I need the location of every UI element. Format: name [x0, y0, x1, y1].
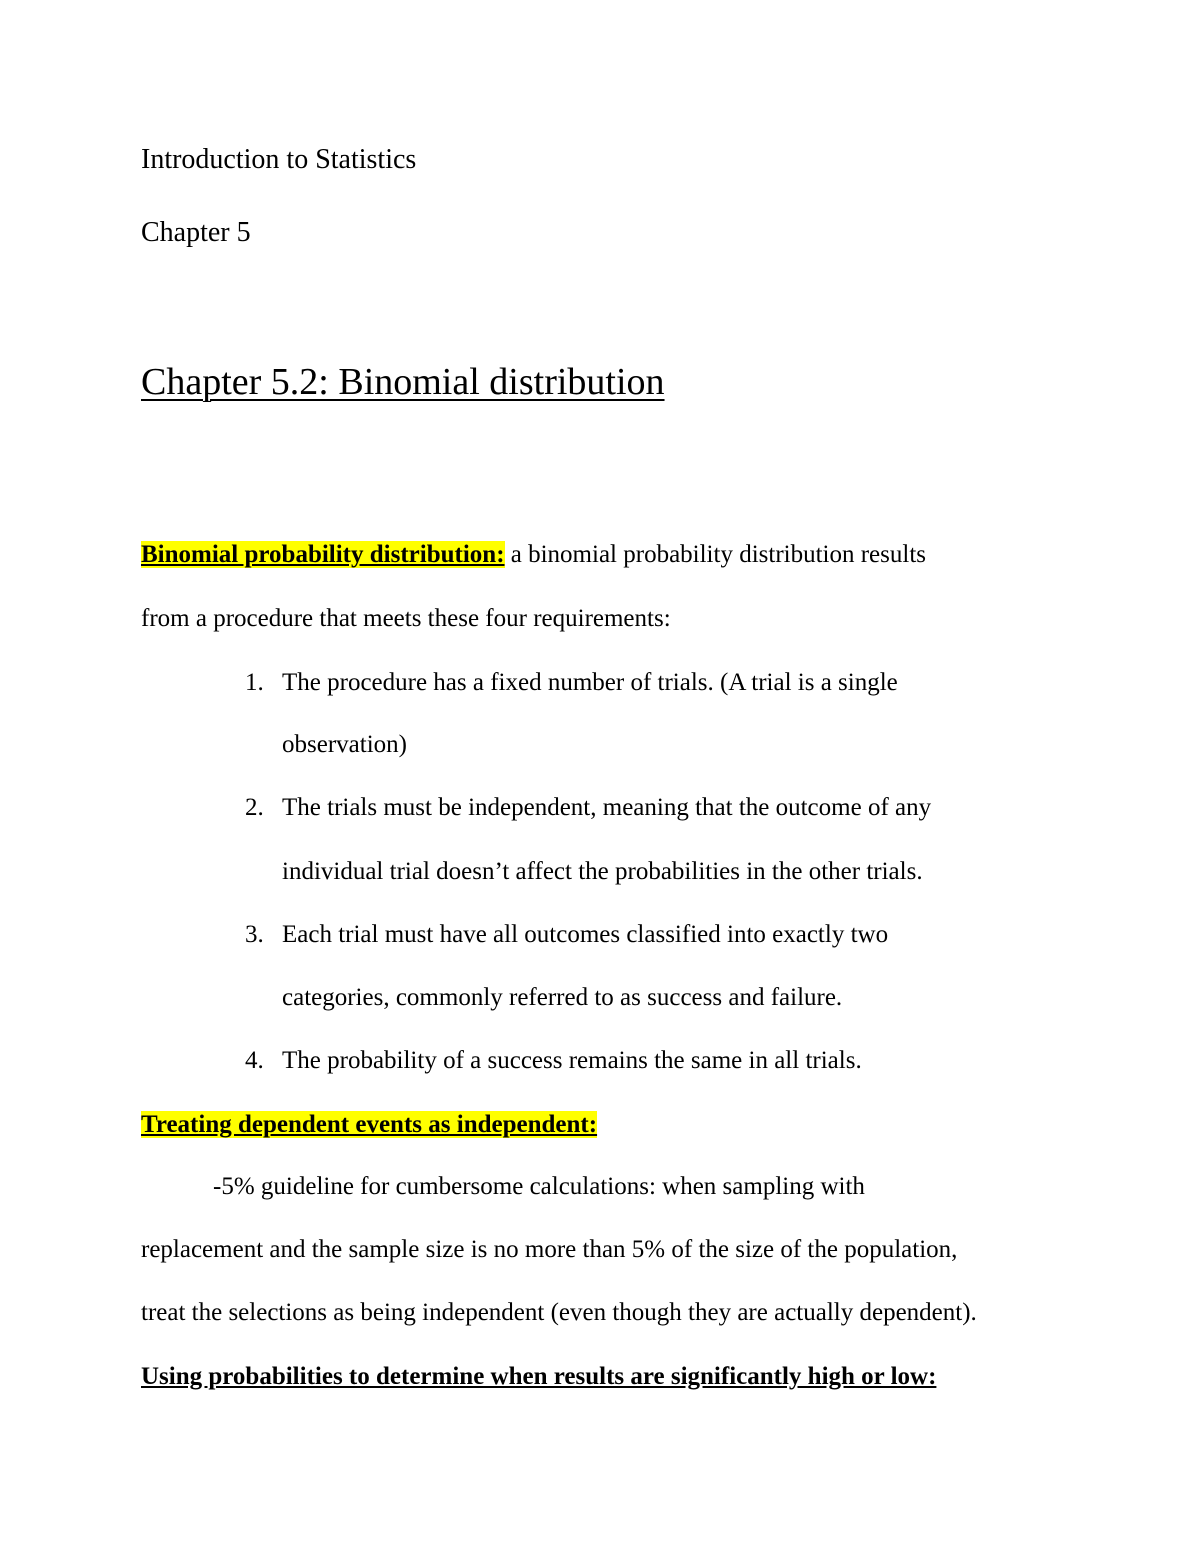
chapter-label: Chapter 5: [141, 217, 251, 248]
binomial-definition-line-2: from a procedure that meets these four requirements:: [141, 605, 671, 632]
significance-heading: Using probabilities to determine when results are significantly high or low:: [141, 1363, 937, 1390]
requirement-text-line-2: observation): [282, 731, 407, 758]
guideline-line-3: treat the selections as being independent (even though they are actually dependent).: [141, 1299, 977, 1326]
requirement-text-line-1: The trials must be independent, meaning that the outcome of any: [282, 794, 932, 821]
section-heading: Chapter 5.2: Binomial distribution: [141, 361, 665, 403]
dependent-events-heading: Treating dependent events as independent:: [141, 1111, 598, 1138]
binomial-definition-line-1: [141, 540, 926, 570]
requirement-number: 1.: [245, 669, 264, 696]
course-title: Introduction to Statistics: [141, 144, 417, 175]
requirement-text-line-1: The procedure has a fixed number of trials. (A trial is a single: [282, 669, 898, 696]
requirement-number: 2.: [245, 794, 264, 821]
requirement-text-line-2: categories, commonly referred to as success and failure.: [282, 984, 843, 1011]
requirement-text-line-1: The probability of a success remains the same in all trials.: [282, 1047, 862, 1074]
significance-heading-line: [141, 1362, 936, 1392]
dependent-events-heading-line: [141, 1110, 597, 1140]
guideline-line-1: -5% guideline for cumbersome calculations: when sampling with: [213, 1173, 865, 1200]
requirement-number: 4.: [245, 1047, 264, 1074]
guideline-line-2: replacement and the sample size is no more than 5% of the size of the population,: [141, 1236, 958, 1263]
binomial-term: Binomial probability distribution:: [141, 541, 505, 568]
requirement-number: 3.: [245, 921, 264, 948]
requirement-text-line-1: Each trial must have all outcomes classified into exactly two: [282, 921, 889, 948]
requirement-text-line-2: individual trial doesn’t affect the probabilities in the other trials.: [282, 858, 923, 885]
binomial-definition-text: a binomial probability distribution results: [504, 541, 926, 568]
